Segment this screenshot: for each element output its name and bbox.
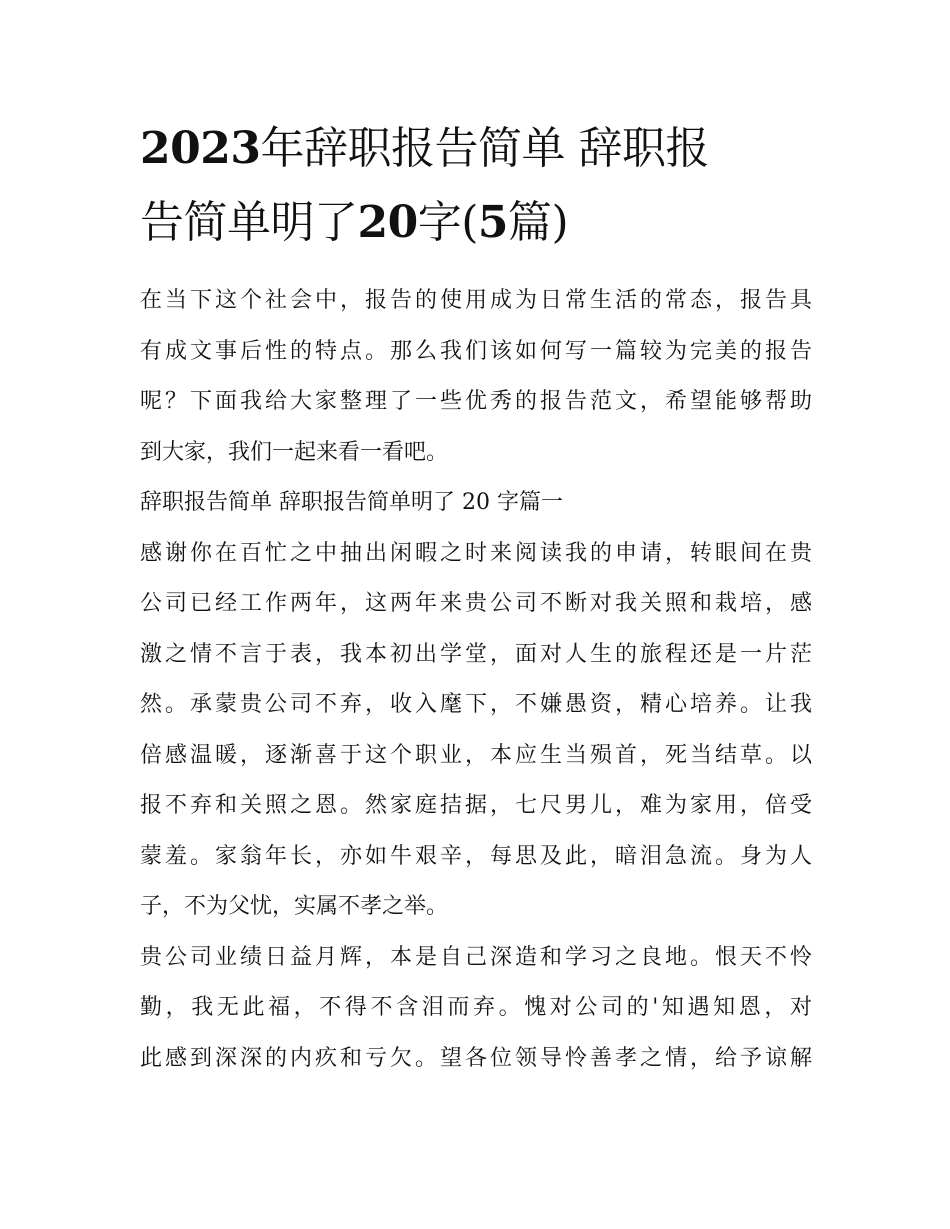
title-line-2 [140, 186, 820, 260]
title-line-1 [140, 112, 820, 186]
body-line: 子，不为父忧，实属不孝之举。 [140, 894, 449, 919]
body-line: 感谢你在百忙之中抽出闲暇之时来阅读我的申请，转眼间在贵 [140, 540, 812, 566]
document-body [140, 276, 812, 1084]
body-line: 在当下这个社会中，报告的使用成为日常生活的常态，报告具 [140, 288, 812, 313]
body-line: 此感到深深的内疚和亏欠。望各位领导怜善孝之情，给予谅解 [140, 1045, 812, 1071]
body-line: 有成文事后性的特点。那么我们该如何写一篇较为完美的报告 [140, 338, 812, 364]
title-text-2b: 字( [417, 197, 478, 248]
body-line: 激之情不言于表，我本初出学堂，面对人生的旅程还是一片茫 [140, 641, 812, 667]
section-heading: 辞职报告简单 辞职报告简单明了 20 字篇一 [140, 490, 563, 515]
body-line: 然。承蒙贵公司不弃，收入麾下，不嫌愚资，精心培养。让我 [140, 692, 812, 717]
title-text-2a: 告简单明了 [140, 197, 358, 248]
body-line: 贵公司业绩日益月辉，本是自己深造和学习之良地。恨天不怜 [140, 944, 812, 970]
body-line: 呢？下面我给大家整理了一些优秀的报告范文，希望能够帮助 [140, 389, 812, 414]
body-line: 报不弃和关照之恩。然家庭拮据，七尺男儿，难为家用，倍受 [140, 793, 812, 818]
title-number: 20 [357, 197, 418, 248]
title-text-1: 年辞职报告简单 辞职报 [260, 123, 709, 174]
document-title [140, 112, 820, 260]
body-line: 蒙羞。家翁年长，亦如牛艰辛，每思及此，暗泪急流。身为人 [140, 843, 812, 869]
body-line: 到大家，我们一起来看一看吧。 [140, 439, 449, 465]
body-line: 公司已经工作两年，这两年来贵公司不断对我关照和栽培，感 [140, 591, 812, 616]
body-line: 勤，我无此福，不得不含泪而弃。愧对公司的'知遇知恩，对 [140, 995, 812, 1020]
title-text-2c: 篇) [508, 197, 569, 248]
body-line: 倍感温暖，逐渐喜于这个职业，本应生当殒首，死当结草。以 [140, 742, 812, 768]
title-year: 2023 [140, 123, 261, 174]
title-count: 5 [477, 197, 509, 248]
